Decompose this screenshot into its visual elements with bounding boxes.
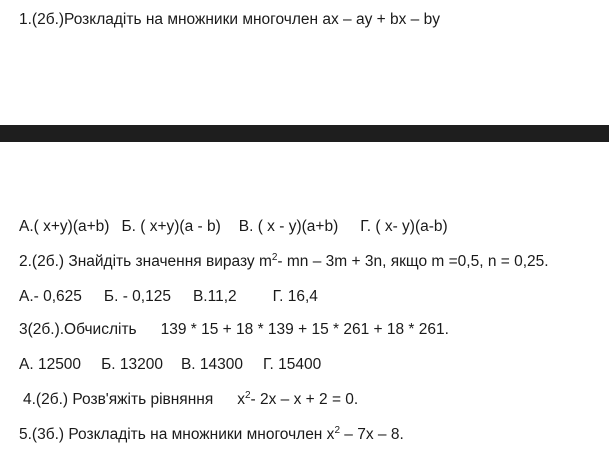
question-3-expression: 139 * 15 + 18 * 139 + 15 * 261 + 18 * 261. bbox=[160, 321, 449, 338]
question-1-text: 1.(2б.)Розкладіть на множники многочлен ax – ay + bx – by bbox=[19, 11, 440, 28]
question-5-suffix: – 7x – 8. bbox=[340, 426, 404, 443]
answer-1-a: А.( x+y)(a+b) bbox=[19, 218, 110, 235]
question-5 bbox=[19, 425, 404, 445]
question-4-eq-suffix: - 2x – x + 2 = 0. bbox=[250, 391, 359, 408]
question-5-exponent: 2 bbox=[334, 425, 340, 436]
answer-2-b: Б. - 0,125 bbox=[103, 288, 171, 305]
question-4-eq-prefix: x bbox=[237, 391, 245, 408]
question-2-exponent: 2 bbox=[271, 252, 278, 263]
answer-2-a: А.- 0,625 bbox=[19, 288, 82, 305]
question-1 bbox=[19, 10, 440, 30]
question-4 bbox=[23, 390, 358, 410]
black-divider-bar bbox=[0, 125, 609, 142]
answer-1-c: В. ( x - y)(a+b) bbox=[238, 218, 339, 235]
answer-3-b: Б. 13200 bbox=[101, 356, 163, 373]
answer-1-d: Г. ( x- y)(a-b) bbox=[360, 218, 448, 235]
answers-1 bbox=[19, 217, 448, 237]
question-3-label: 3(2б.).Обчисліть bbox=[19, 321, 137, 338]
answer-2-c: В.11,2 bbox=[192, 288, 237, 305]
answer-3-d: Г. 15400 bbox=[263, 356, 322, 373]
question-2-prefix: 2.(2б.) Знайдіть значення виразу m bbox=[19, 253, 272, 270]
answer-2-d: Г. 16,4 bbox=[272, 288, 318, 305]
answers-2 bbox=[19, 287, 318, 307]
question-3 bbox=[19, 320, 449, 340]
answer-3-c: В. 14300 bbox=[180, 356, 244, 373]
answer-3-a: А. 12500 bbox=[19, 356, 82, 373]
question-5-prefix: 5.(3б.) Розкладіть на множники многочлен x bbox=[19, 426, 335, 443]
answers-3 bbox=[19, 355, 321, 375]
answer-1-b: Б. ( x+y)(a - b) bbox=[121, 218, 221, 235]
question-2 bbox=[19, 252, 549, 272]
question-4-label: 4.(2б.) Розв'яжіть рівняння bbox=[23, 391, 214, 408]
question-2-suffix: - mn – 3m + 3n, якщо m =0,5, n = 0,25. bbox=[277, 253, 549, 270]
question-4-equation bbox=[237, 390, 358, 410]
question-4-exponent: 2 bbox=[244, 390, 251, 401]
